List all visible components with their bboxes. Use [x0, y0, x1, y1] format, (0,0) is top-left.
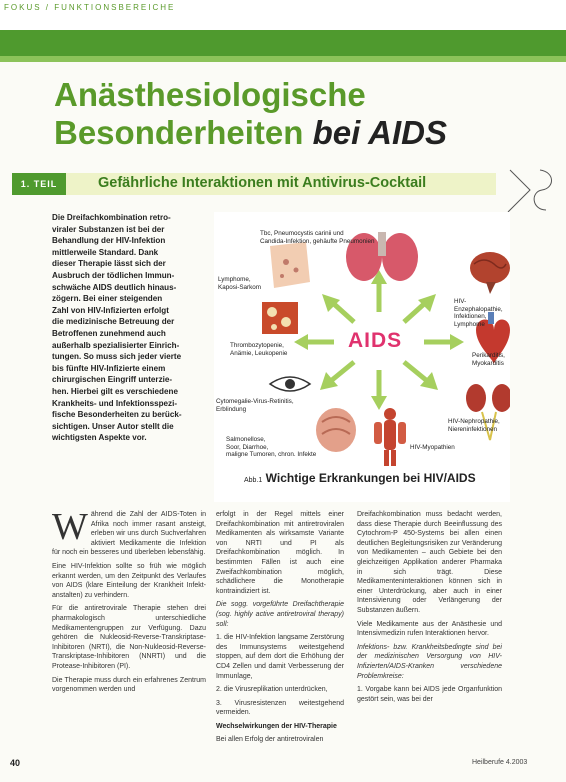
eye-icon	[270, 377, 310, 391]
skin-icon	[270, 242, 310, 288]
arrow-upright-icon	[404, 304, 424, 322]
paragraph: Dreifachkombination muss bedacht werden, dass diese Therapie durch Beeinflussung des Cytochrom-P 450-Systems bei allen einen deutlichen Begleitungsrisiken zur Veränderung von Medikamenten – auch Gebiete bei den gleichzeitigen Applikation anderer Pharmaka in sich trägt. Diese Medikamenteninteraktionen können sich in einer Unterdrückung, aber auch in einer Intensivierung oder Verlängerung der Substanzen äußern.	[357, 511, 502, 614]
lead-line: tungen. So muss sich jeder vierte	[52, 352, 182, 362]
lead-line: Behandlung der HIV-Infektion	[52, 236, 166, 246]
muscle-figure-icon	[374, 408, 406, 466]
green-header-band	[0, 30, 566, 56]
aids-center-label: AIDS	[348, 329, 403, 352]
label-heart	[472, 352, 505, 367]
label-line: Niereninfektionen	[448, 425, 498, 433]
label-line: HIV-Myopathien	[410, 444, 455, 451]
label-line: Candida-Infektion, gehäufte Pneumonien	[260, 237, 375, 245]
lead-line: hen. Hierbei gilt es verschiedene	[52, 386, 178, 396]
paragraph: Für die antiretrovirale Therapie stehen drei pharmakologisch unterschiedliche Medikamentengruppen zur Verfügung. Dazu gehören die Nukleosid-Reverse-Transkriptase-Inhibitoren (NRTI), die Non-Nukleosid-Reverse-Transkriptase-Inhibitoren (NNRTI) und die Protease-Inhibitoren (PI).	[52, 605, 206, 670]
title-line-1: Anästhesiologische	[54, 76, 366, 113]
paragraph: erfolgt in der Regel mittels einer Dreifachkombination mit antiretroviralen Medikamenten als wirksamste Variante von NRTI und PI als Dreifachkombination möglich. In bestimmten Fällen ist auch eine Zweifachkombination möglich, schädlichere die Monotherapie kontraindiziert ist.	[216, 511, 344, 595]
lead-line: bis fünfte HIV-Infizierte einem	[52, 363, 166, 373]
lead-line: mittlerweile Standard. Dank	[52, 247, 159, 257]
label-line: Anämie, Leukopenie	[230, 349, 288, 357]
label-line: Tbc, Pneumocystis carinii und	[260, 230, 344, 237]
lead-line: Zahl von HIV-Infizierten erfolgt	[52, 305, 169, 315]
label-line: HIV-Nephropathie,	[448, 418, 500, 425]
lead-line: dieser Therapie lässt sich der	[52, 259, 166, 269]
label-blood	[230, 342, 287, 357]
paragraph: Eine HIV-Infektion sollte so früh wie möglich erkannt werden, um den Zeitpunkt des Verlaufes von AIDS (klare Einteilung der Krankheit Infekt-anstalten) zu verhindern.	[52, 562, 206, 599]
lead-line: schwäche AIDS deutlich hinaus-	[52, 282, 177, 292]
label-brain	[454, 298, 510, 328]
body-column-1	[52, 506, 206, 699]
arrow-downleft-icon	[332, 362, 354, 380]
label-eye	[216, 398, 294, 413]
paragraph: Bei allen Erfolg der antiretroviralen	[216, 736, 324, 744]
body-column-3	[357, 510, 502, 708]
label-gut	[226, 436, 316, 459]
part-tag: 1. TEIL	[12, 173, 66, 195]
lead-line: Ausbruch der tödlichen Immun-	[52, 270, 175, 280]
paragraph: 3. Virusresistenzen weitestgehend vermeiden.	[216, 699, 344, 717]
page-number: 40	[10, 758, 21, 768]
label-line: Soor, Diarrhoe,	[226, 443, 269, 451]
paragraph: Viele Medikamente aus der Anästhesie und Intensivmedizin rufen Interaktionen hervor.	[357, 620, 502, 638]
section-heading: Wechselwirkungen der HIV-Therapie	[216, 722, 337, 730]
lead-line: Krankheits- und Infektionsspezi-	[52, 398, 178, 408]
body-column-2	[216, 510, 344, 749]
title-line-2-emphasis: bei AIDS	[312, 114, 448, 151]
label-muscle	[410, 444, 455, 452]
handwritten-scribble-icon	[500, 160, 562, 220]
lead-line: wichtigsten Aspekte vor.	[52, 433, 147, 443]
lead-line: Betroffenen zunehmend auch	[52, 328, 166, 338]
title-line-2	[54, 114, 447, 152]
label-line: Cytomegalie-Virus-Retinitis,	[216, 398, 294, 405]
lead-line: sichtigen. Unser Autor stellt die	[52, 421, 174, 431]
aids-diagram-figure	[214, 212, 510, 502]
arrow-downright-icon	[404, 362, 426, 380]
light-green-stripe	[0, 56, 566, 62]
blood-cells-icon	[262, 302, 298, 334]
lead-line: zögern. Bei einer steigenden	[52, 294, 163, 304]
lead-line: fische Besonderheiten zu berück-	[52, 410, 182, 420]
lead-line: außerhalb spezialisierter Einrich-	[52, 340, 180, 350]
label-line: Perikarditis,	[472, 352, 505, 359]
figure-caption	[244, 471, 476, 485]
label-line: Myokarditis	[472, 359, 504, 367]
paragraph: Die Therapie muss durch ein erfahrenes Zentrum vorgenommen werden und	[52, 676, 206, 694]
label-line: Lymphome,	[218, 276, 251, 283]
paragraph: 1. Vorgabe kann bei AIDS jede Organfunktion gestört sein, was bei der	[357, 686, 502, 703]
paragraph: Die sogg. vorgeführte Dreifachtherapie (sog. highly active antiretroviral therapy) soll:	[216, 601, 344, 628]
label-line: Salmonellose,	[226, 436, 266, 443]
label-line: maligne Tumoren, chron. Infekte	[226, 451, 317, 458]
caption-prefix: Abb.1	[244, 477, 263, 484]
paragraph: Infektions- bzw. Krankheitsbedingte sind bei der medizinischen Versorgung von HIV-Infizierten/AIDS-Kranken verschiedene Problemkreise:	[357, 643, 502, 680]
label-line: Infektionen, Lymphome	[454, 313, 487, 328]
label-line: HIV-Enzephalopathie,	[454, 298, 503, 313]
title-line-2-main: Besonderheiten	[54, 114, 304, 151]
paragraph: 1. die HIV-Infektion langsame Zerstörung des Immunsystems weitestgehend stoppen, auf dem dort die Erhöhung der CD4 Zellen und damit Verbesserung der Immunlage,	[216, 634, 344, 680]
drop-cap: W	[52, 506, 88, 548]
paragraph: ährend die Zahl der AIDS-Toten in Afrika noch immer rasant ansteigt, erleben wir uns durch Suchverfahren aktiviert Medikamente die Infektion für noch ein besseres und überleben lebensfähig.	[52, 511, 206, 557]
label-line: Thrombozytopenie,	[230, 342, 284, 349]
label-skin	[218, 276, 261, 291]
lead-line: viraler Substanzen ist bei der	[52, 224, 165, 234]
label-line: Erblindung	[216, 405, 247, 413]
arrow-upleft-icon	[334, 304, 354, 322]
brain-icon	[470, 252, 510, 294]
intestine-icon	[316, 408, 356, 452]
label-line: Kaposi-Sarkom	[218, 283, 262, 291]
lead-line: die medizinische Betreuung der	[52, 317, 175, 327]
label-kidney	[448, 418, 500, 433]
caption-text: Wichtige Erkrankungen bei HIV/AIDS	[265, 471, 476, 485]
lead-line: chirurgischen Eingriff unterzie-	[52, 375, 173, 385]
subtitle: Gefährliche Interaktionen mit Antivirus-Cocktail	[98, 175, 427, 191]
diagram-graphics	[214, 212, 510, 502]
lead-line: Die Dreifachkombination retro-	[52, 213, 171, 222]
section-label: FOKUS / FUNKTIONSBEREICHE	[4, 3, 176, 12]
source-line: Heilberufe 4.2003	[472, 759, 528, 766]
label-lung	[260, 230, 374, 245]
paragraph: 2. die Virusreplikation unterdrücken,	[216, 686, 328, 694]
lead-paragraph	[52, 212, 202, 444]
